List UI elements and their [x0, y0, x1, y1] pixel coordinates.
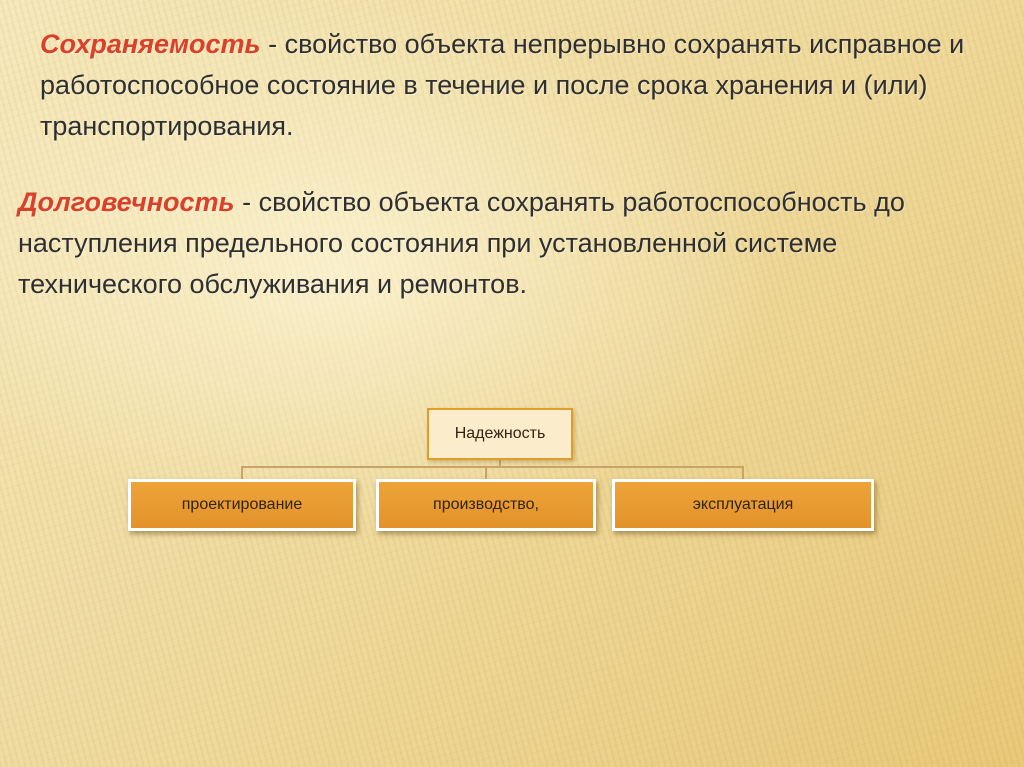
- durability-paragraph: [18, 182, 1008, 305]
- connector-child-2: [485, 466, 487, 480]
- connector-horizontal: [241, 466, 744, 468]
- connector-child-3: [742, 466, 744, 480]
- diagram-node-design: проектирование: [128, 479, 356, 531]
- diagram-node-operation: эксплуатация: [612, 479, 874, 531]
- durability-definition: - свойство объекта сохранять работоспособность до наступления предельного состояния при установленной системе технического обслуживания и ремонтов.: [18, 187, 905, 299]
- storability-paragraph: [40, 24, 1000, 147]
- storability-definition: - свойство объекта непрерывно сохранять исправное и работоспособное состояние в течение и после срока хранения и (или) транспортирования.: [40, 29, 965, 141]
- durability-term: Долговечность: [18, 187, 235, 217]
- connector-child-1: [241, 466, 243, 480]
- storability-term: Сохраняемость: [40, 29, 261, 59]
- diagram-node-production: производство,: [376, 479, 596, 531]
- connector-root-vertical: [499, 460, 501, 467]
- diagram-node-reliability: Надежность: [427, 408, 573, 460]
